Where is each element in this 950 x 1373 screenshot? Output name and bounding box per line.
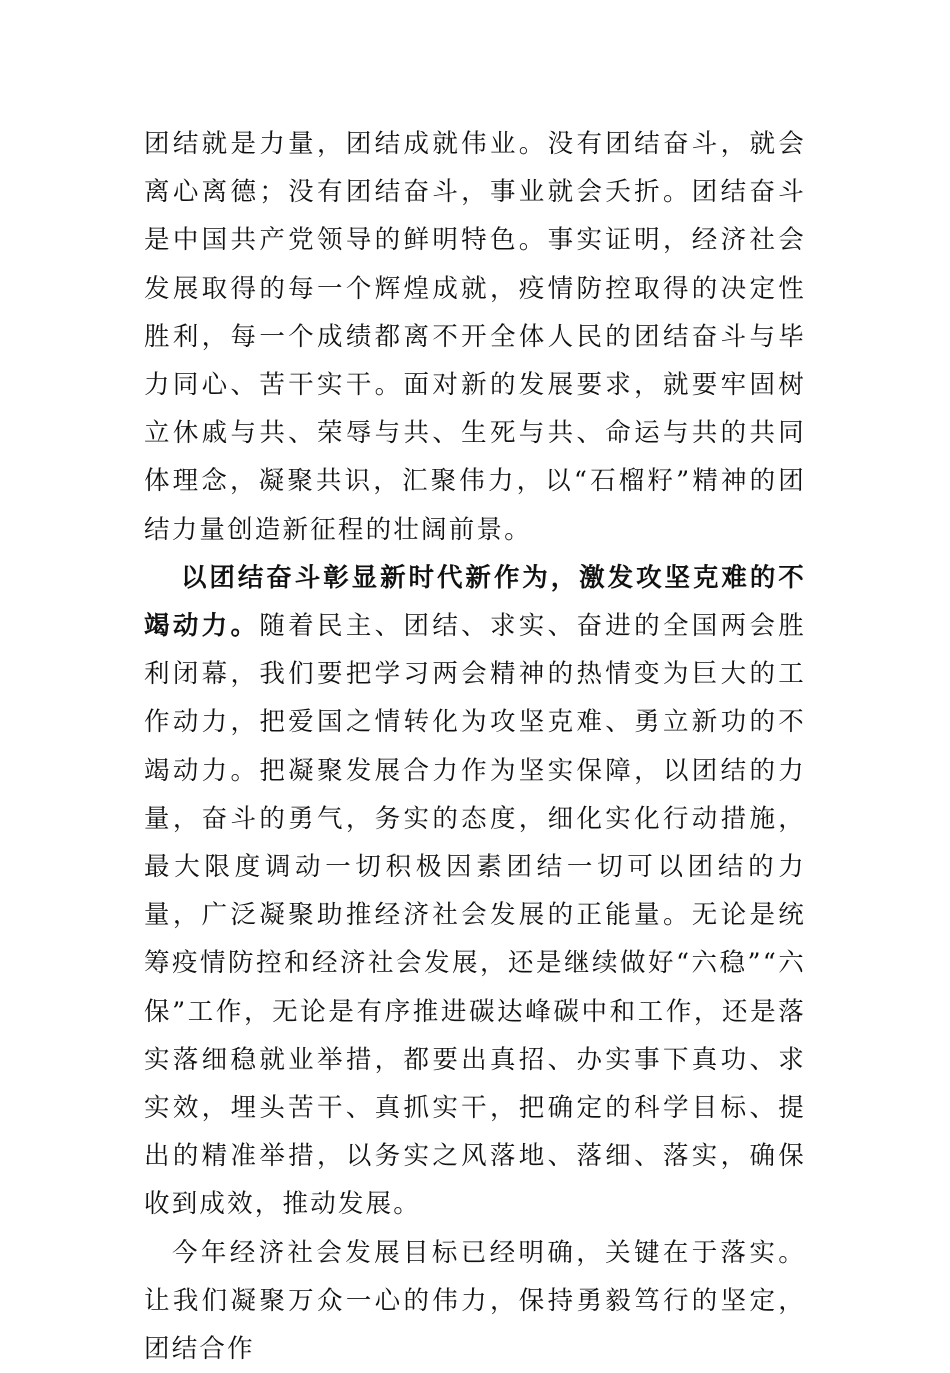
paragraph-goals-implementation: 今年经济社会发展目标已经明确，关键在于落实。让我们凝聚万众一心的伟力，保持勇毅笃行的坚定，团结合作: [144, 1237, 806, 1365]
paragraph-heading-bold: 以团结奋斗彰显新时代新作为，激发攻坚克难的不竭动力。: [144, 562, 806, 642]
document-body: [144, 120, 806, 1373]
paragraph-new-era-action: [144, 554, 806, 1229]
paragraph-body-text: 随着民主、团结、求实、奋进的全国两会胜利闭幕，我们要把学习两会精神的热情变为巨大的工作动力，把爱国之情转化为攻坚克难、勇立新功的不竭动力。把凝聚发展合力作为坚实保障，以团结的力量，奋斗的勇气，务实的态度，细化实化行动措施，最大限度调动一切积极因素团结一切可以团结的力量，广泛凝聚助推经济社会发展的正能量。无论是统筹疫情防控和经济社会发展，还是继续做好“六稳”“六保”工作，无论是有序推进碳达峰碳中和工作，还是落实落细稳就业举措，都要出真招、办实事下真功、求实效，埋头苦干、真抓实干，把确定的科学目标、提出的精准举措，以务实之风落地、落细、落实，确保收到成效，推动发展。: [144, 611, 806, 1220]
paragraph-unity-strength: 团结就是力量，团结成就伟业。没有团结奋斗，就会离心离德；没有团结奋斗，事业就会夭折。团结奋斗是中国共产党领导的鲜明特色。事实证明，经济社会发展取得的每一个辉煌成就，疫情防控取得的决定性胜利，每一个成绩都离不开全体人民的团结奋斗与毕力同心、苦干实干。面对新的发展要求，就要牢固树立休戚与共、荣辱与共、生死与共、命运与共的共同体理念，凝聚共识，汇聚伟力，以“石榴籽”精神的团结力量创造新征程的壮阔前景。: [144, 129, 806, 545]
